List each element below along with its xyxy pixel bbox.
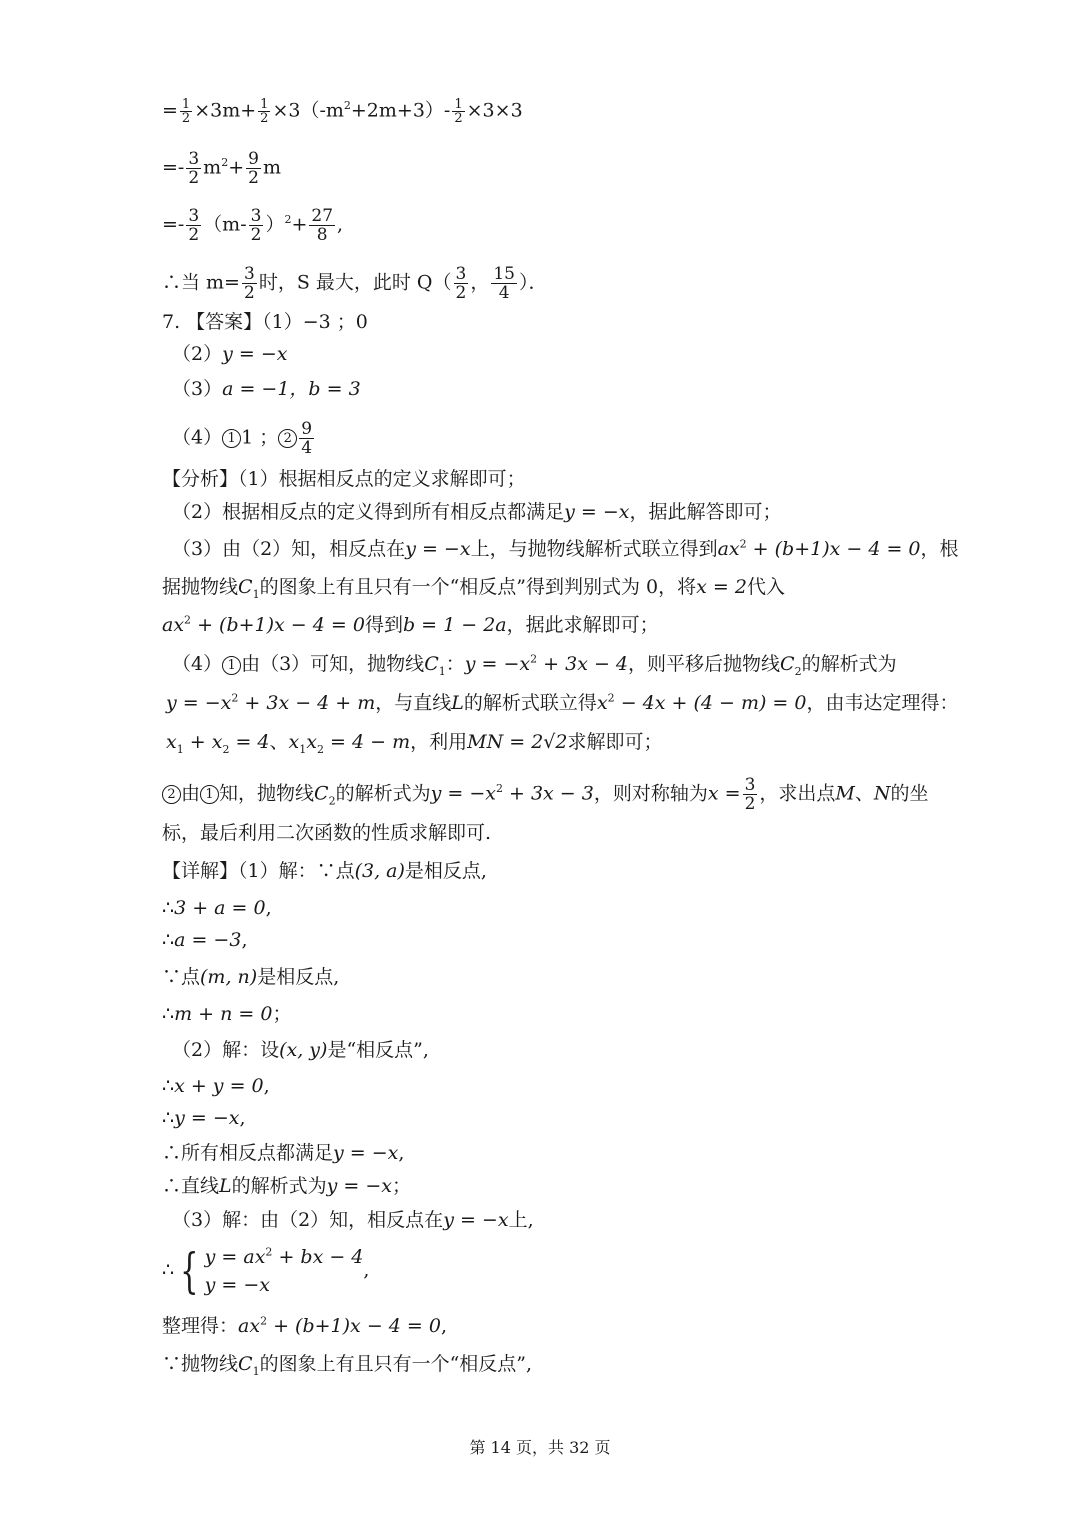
analysis-2: （2）根据相反点的定义得到所有相反点都满足y = −x，据此解答即可； (172, 501, 782, 523)
fraction: $\frac{3}{2}$ (243, 264, 255, 303)
detail-9: ∴所有相反点都满足y = −x, (162, 1142, 405, 1164)
detail-8: ∴y = −x, (162, 1107, 246, 1129)
analysis-1: 【分析】（1）根据相反点的定义求解即可； (162, 468, 526, 490)
answer-heading: 7. 【答案】（1）−3 ；0 (162, 311, 368, 333)
fraction: $\frac{27}{8}$ (311, 206, 334, 245)
conclusion-line: ∴当 m= $\frac{3}{2}$ 时，S 最大，此时 Q（ $\frac{3}{2}$ ， $\frac{15}{4}$ ）． (162, 264, 548, 303)
system-rows: $y = ax^2$ + bx − 4 y = −x (204, 1245, 364, 1296)
detail-12: 整理得：$ax^2 + (b+1)x - 4 = 0$, (162, 1314, 447, 1337)
fraction: $\frac{15}{4}$ (493, 264, 515, 303)
analysis-3a: （3）由（2）知，相反点在y = −x上，与抛物线解析式联立得到$ax^2 + (b+1)x - 4 = 0$，根 (172, 537, 959, 560)
analysis-3b: 据抛物线$C_1$的图象上有且只有一个“相反点”得到判别式为 0，将x = 2代入 (162, 576, 785, 601)
fraction: $\frac{1}{2}$ (260, 97, 269, 126)
fraction: $\frac{3}{2}$ (744, 775, 756, 814)
analysis-4a: （4） 1 由（3）可知，抛物线$C_1$：$y = -x^2 + 3x - 4$，则平移后抛物线$C_2$的解析式为 (172, 652, 897, 678)
circled-number: 1 (222, 656, 241, 675)
page-footer: 第 14 页，共 32 页 (469, 1438, 611, 1457)
detail-10: ∴直线L的解析式为y = −x； (162, 1175, 412, 1197)
detail-4: ∵点(m, n)是相反点, (162, 966, 340, 988)
fraction: $\frac{9}{4}$ (301, 419, 313, 458)
calc-line-2: =- $\frac{3}{2}$ $m^2+$ $\frac{9}{2}$ m (162, 149, 281, 188)
equation-system: ∴ { $y = ax^2$ + bx − 4 y = −x , (162, 1243, 370, 1299)
circled-number: 2 (278, 429, 297, 448)
analysis-4e: 标，最后利用二次函数的性质求解即可. (162, 822, 492, 844)
circled-number: 2 (162, 785, 181, 804)
calc-line-1: = $\frac{1}{2}$ ×3m+ $\frac{1}{2}$ $\times 3(-m^2+2m+3)-$ $\frac{1}{2}$ ×3×3 (162, 97, 523, 126)
detail-6: （2）解：设(x, y)是“相反点”, (172, 1039, 429, 1061)
brace: { (180, 1243, 199, 1299)
detail-13: ∵抛物线$C_1$的图象上有且只有一个“相反点”, (162, 1353, 533, 1378)
detail-11: （3）解：由（2）知，相反点在y = −x上, (172, 1209, 534, 1231)
fraction: $\frac{1}{2}$ (181, 97, 191, 126)
answer-3: （3）a = −1，b = 3 (172, 378, 361, 400)
circled-number: 1 (222, 429, 241, 448)
detail-3: ∴a = −3, (162, 929, 248, 951)
analysis-4d: 2 由 1 知，抛物线$C_2$的解析式为$y = -x^2 + 3x - 3$，则对称轴为x = $\frac{3}{2}$ ，求出点M、N的坐 (162, 776, 929, 813)
detail-2: ∴3 + a = 0, (162, 897, 272, 919)
detail-1: 【详解】（1）解：∵点(3, a)是相反点, (162, 860, 487, 882)
analysis-4c: $x_1 + x_2 = 4$、$x_1x_2 = 4 - m$，利用MN = 2√2求解即可； (166, 731, 663, 756)
answer-4: （4） 1 1 ； 2 $\frac{9}{4}$ (172, 419, 313, 458)
fraction: $\frac{3}{2}$ (250, 206, 262, 245)
fraction: $\frac{3}{2}$ (455, 264, 467, 303)
fraction: $\frac{9}{2}$ (248, 149, 259, 188)
analysis-4b: $y = -x^2 + 3x - 4 + m$，与直线L的解析式联立得$x^2 - 4x + (4 - m) = 0$，由韦达定理得： (166, 691, 959, 714)
detail-5: ∴m + n = 0； (162, 1003, 292, 1025)
fraction: $\frac{3}{2}$ (188, 206, 200, 245)
analysis-3c: $ax^2 + (b+1)x - 4 = 0$得到b = 1 − 2a，据此求解即可； (162, 613, 659, 636)
circled-number: 1 (200, 785, 219, 804)
fraction: $\frac{1}{2}$ (454, 97, 463, 126)
fraction: $\frac{3}{2}$ (188, 149, 200, 188)
answer-2: （2）y = −x (172, 343, 288, 365)
detail-7: ∴x + y = 0, (162, 1075, 270, 1097)
calc-line-3: =- $\frac{3}{2}$ （m- $\frac{3}{2}$ ）$^2$+ $\frac{27}{8}$ , (162, 206, 344, 245)
